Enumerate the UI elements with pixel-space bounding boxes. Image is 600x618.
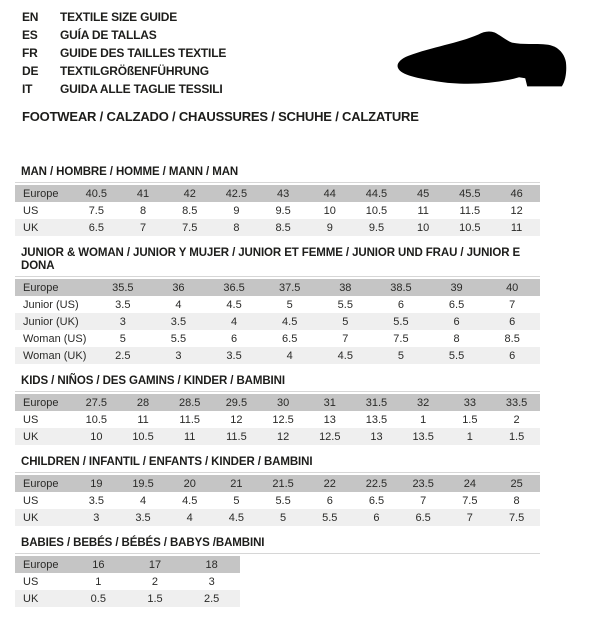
row-label: Junior (UK) xyxy=(23,315,79,328)
size-value: 19.5 xyxy=(132,477,154,490)
size-value: 4.5 xyxy=(182,494,198,507)
table-row xyxy=(15,475,540,492)
size-value: 6.5 xyxy=(415,511,431,524)
size-value: 6.5 xyxy=(282,332,298,345)
size-value: 7.5 xyxy=(393,332,409,345)
size-value: 6 xyxy=(373,511,380,524)
size-table-block xyxy=(15,537,540,607)
table-row xyxy=(15,394,540,411)
size-value: 10.5 xyxy=(132,430,154,443)
size-value: 1.5 xyxy=(462,413,478,426)
size-value: 45.5 xyxy=(459,187,481,200)
size-value: 9 xyxy=(326,221,333,234)
row-label: UK xyxy=(23,592,39,605)
size-value: 7 xyxy=(139,221,147,234)
size-value: 4 xyxy=(186,511,193,524)
size-value: 41 xyxy=(136,187,150,200)
dress-shoe-icon xyxy=(394,30,572,94)
language-row xyxy=(22,44,226,62)
size-value: 40.5 xyxy=(85,187,108,200)
table-title: MAN / HOMBRE / HOMME / MANN / MAN xyxy=(21,166,239,178)
size-value: 7.5 xyxy=(508,511,525,524)
size-value: 11.5 xyxy=(179,413,201,426)
row-label: Junior (US) xyxy=(23,298,79,311)
size-value: 1 xyxy=(466,430,473,443)
size-value: 1 xyxy=(420,413,427,426)
row-label: Europe xyxy=(23,558,59,571)
size-value: 10.5 xyxy=(365,204,388,217)
language-label: TEXTILGRÖßENFÜHRUNG xyxy=(60,64,209,78)
row-label: Woman (UK) xyxy=(23,349,87,362)
table-row xyxy=(15,492,540,509)
size-table-block xyxy=(15,375,540,445)
size-value: 25 xyxy=(510,477,523,490)
size-value: 6 xyxy=(453,315,460,328)
size-value: 10 xyxy=(90,430,103,443)
size-value: 7 xyxy=(509,298,516,311)
table-wrap xyxy=(15,276,540,364)
row-label: Woman (US) xyxy=(23,332,87,345)
size-value: 4 xyxy=(175,298,182,311)
size-tables-section xyxy=(15,166,540,618)
size-value: 6 xyxy=(397,298,404,311)
table-row xyxy=(15,590,240,607)
size-value: 1.5 xyxy=(508,430,525,443)
size-value: 5.5 xyxy=(322,511,338,524)
table-row xyxy=(15,219,540,236)
size-value: 9.5 xyxy=(275,204,291,217)
size-value: 7.5 xyxy=(462,494,478,507)
size-value: 8 xyxy=(513,494,520,507)
size-value: 11.5 xyxy=(459,204,481,217)
size-value: 3.5 xyxy=(170,315,187,328)
size-value: 3.5 xyxy=(88,494,104,507)
size-value: 13 xyxy=(370,430,383,443)
size-value: 40 xyxy=(506,281,519,294)
size-value: 7.5 xyxy=(182,221,198,234)
size-value: 28 xyxy=(136,396,150,409)
size-value: 5 xyxy=(280,511,287,524)
size-table xyxy=(15,556,240,607)
size-value: 8 xyxy=(139,204,147,217)
language-code: FR xyxy=(22,46,38,60)
size-value: 3.5 xyxy=(226,349,242,362)
size-value: 13 xyxy=(323,413,336,426)
category-heading: FOOTWEAR / CALZADO / CHAUSSURES / SCHUHE / CALZATURE xyxy=(22,109,419,124)
size-value: 5.5 xyxy=(448,349,465,362)
size-value: 35.5 xyxy=(112,281,134,294)
table-title: KIDS / NIÑOS / DES GAMINS / KINDER / BAMBINI xyxy=(21,375,285,387)
row-label: UK xyxy=(23,511,39,524)
size-value: 12 xyxy=(276,430,290,443)
language-row xyxy=(22,62,226,80)
size-table xyxy=(15,475,540,526)
size-value: 33.5 xyxy=(505,396,528,409)
size-value: 2 xyxy=(513,413,520,426)
size-value: 7 xyxy=(420,494,427,507)
table-title: BABIES / BEBÉS / BÉBÉS / BABYS /BAMBINI xyxy=(21,537,265,549)
table-row xyxy=(15,313,540,330)
row-label: Europe xyxy=(23,396,59,409)
size-value: 6 xyxy=(231,332,238,345)
language-code: EN xyxy=(22,10,39,24)
table-row xyxy=(15,279,540,296)
size-value: 23.5 xyxy=(412,477,434,490)
size-value: 6.5 xyxy=(368,494,385,507)
size-value: 5.5 xyxy=(337,298,353,311)
size-value: 27.5 xyxy=(85,396,108,409)
size-value: 6.5 xyxy=(448,298,465,311)
size-value: 4.5 xyxy=(228,511,245,524)
size-value: 28.5 xyxy=(179,396,201,409)
size-value: 5 xyxy=(342,315,349,328)
table-row xyxy=(15,509,540,526)
size-value: 21.5 xyxy=(272,477,294,490)
language-label: TEXTILE SIZE GUIDE xyxy=(60,10,178,24)
size-value: 22.5 xyxy=(365,477,388,490)
size-value: 5.5 xyxy=(170,332,187,345)
size-value: 3.5 xyxy=(115,298,131,311)
table-row xyxy=(15,428,540,445)
size-value: 20 xyxy=(183,477,196,490)
language-label: GUIDE DES TAILLES TEXTILE xyxy=(60,46,227,60)
size-value: 10 xyxy=(323,204,336,217)
size-value: 38.5 xyxy=(390,281,412,294)
table-row xyxy=(15,296,540,313)
row-label: UK xyxy=(23,430,39,443)
size-value: 3.5 xyxy=(135,511,151,524)
size-value: 2.5 xyxy=(204,592,220,605)
size-value: 9.5 xyxy=(368,221,385,234)
size-table-block xyxy=(15,166,540,236)
size-value: 1.5 xyxy=(147,592,163,605)
size-value: 4.5 xyxy=(226,298,242,311)
row-label: Europe xyxy=(23,281,59,294)
row-label: US xyxy=(23,575,39,588)
size-value: 2.5 xyxy=(115,349,131,362)
size-value: 4 xyxy=(231,315,238,328)
size-value: 37.5 xyxy=(278,281,301,294)
size-value: 3 xyxy=(208,575,215,588)
language-row xyxy=(22,26,226,44)
table-wrap xyxy=(15,391,540,445)
size-value: 39 xyxy=(450,281,463,294)
row-label: Europe xyxy=(23,477,59,490)
size-value: 11 xyxy=(510,221,523,234)
size-value: 0.5 xyxy=(90,592,106,605)
size-value: 11 xyxy=(137,413,149,426)
size-table xyxy=(15,394,540,445)
size-value: 7 xyxy=(466,511,473,524)
size-value: 11.5 xyxy=(226,430,247,443)
size-value: 4 xyxy=(286,349,293,362)
size-value: 19 xyxy=(90,477,103,490)
size-value: 6 xyxy=(509,349,516,362)
size-value: 21 xyxy=(230,477,243,490)
size-value: 10.5 xyxy=(85,413,108,426)
size-value: 45 xyxy=(417,187,430,200)
table-row xyxy=(15,185,540,202)
row-label: Europe xyxy=(23,187,59,200)
size-value: 3 xyxy=(93,511,100,524)
size-value: 8.5 xyxy=(182,204,198,217)
size-value: 4.5 xyxy=(282,315,298,328)
row-label: US xyxy=(23,413,39,426)
size-value: 10 xyxy=(417,221,430,234)
size-value: 5 xyxy=(397,349,404,362)
language-label: GUÍA DE TALLAS xyxy=(60,28,157,42)
table-row xyxy=(15,411,540,428)
row-label: UK xyxy=(23,221,39,234)
size-value: 22 xyxy=(323,477,336,490)
size-value: 13.5 xyxy=(365,413,388,426)
size-value: 18 xyxy=(205,558,218,571)
size-table-block xyxy=(15,456,540,526)
table-wrap xyxy=(15,553,540,607)
table-wrap xyxy=(15,472,540,526)
size-value: 9 xyxy=(233,204,240,217)
size-table xyxy=(15,185,540,236)
size-value: 8 xyxy=(233,221,240,234)
language-code: DE xyxy=(22,64,39,78)
language-label: GUIDA ALLE TAGLIE TESSILI xyxy=(60,82,223,96)
size-value: 3 xyxy=(119,315,126,328)
size-value: 12.5 xyxy=(272,413,294,426)
table-row xyxy=(15,330,540,347)
size-value: 33 xyxy=(463,396,476,409)
size-value: 30 xyxy=(276,396,290,409)
language-row xyxy=(22,80,226,98)
table-row xyxy=(15,202,540,219)
size-value: 6 xyxy=(509,315,516,328)
size-value: 13.5 xyxy=(412,430,434,443)
size-value: 4 xyxy=(139,494,147,507)
size-value: 8 xyxy=(453,332,460,345)
size-value: 11 xyxy=(184,430,196,443)
size-value: 42.5 xyxy=(225,187,248,200)
table-title: CHILDREN / INFANTIL / ENFANTS / KINDER / BAMBINI xyxy=(21,456,313,468)
size-value: 6.5 xyxy=(88,221,104,234)
size-value: 8.5 xyxy=(504,332,520,345)
size-value: 6 xyxy=(326,494,333,507)
size-value: 5.5 xyxy=(275,494,291,507)
size-value: 46 xyxy=(510,187,523,200)
language-row xyxy=(22,8,226,26)
size-value: 29.5 xyxy=(225,396,248,409)
table-row xyxy=(15,573,240,590)
size-value: 5 xyxy=(286,298,293,311)
size-value: 32 xyxy=(417,396,430,409)
language-code: ES xyxy=(22,28,38,42)
table-row xyxy=(15,347,540,364)
size-value: 42 xyxy=(183,187,196,200)
size-value: 7 xyxy=(342,332,349,345)
size-value: 38 xyxy=(339,281,352,294)
size-table-block xyxy=(15,247,540,364)
size-value: 43 xyxy=(276,187,290,200)
table-wrap xyxy=(15,182,540,236)
size-value: 3 xyxy=(175,349,182,362)
size-value: 4.5 xyxy=(337,349,353,362)
size-value: 31 xyxy=(323,396,336,409)
size-value: 1 xyxy=(95,575,102,588)
size-value: 10.5 xyxy=(459,221,481,234)
size-value: 16 xyxy=(92,558,105,571)
size-value: 12.5 xyxy=(319,430,341,443)
row-label: US xyxy=(23,494,39,507)
size-value: 44.5 xyxy=(365,187,388,200)
size-value: 44 xyxy=(323,187,336,200)
language-title-block xyxy=(22,8,226,98)
size-value: 12 xyxy=(510,204,523,217)
table-title: JUNIOR & WOMAN / JUNIOR Y MUJER / JUNIOR ET FEMME / JUNIOR UND FRAU / JUNIOR E DONA xyxy=(21,247,521,272)
row-label: US xyxy=(23,204,39,217)
size-value: 12 xyxy=(230,413,243,426)
size-value: 11 xyxy=(417,204,429,217)
size-value: 7.5 xyxy=(88,204,104,217)
table-row xyxy=(15,556,240,573)
size-value: 5 xyxy=(233,494,240,507)
size-value: 36.5 xyxy=(223,281,245,294)
size-value: 36 xyxy=(172,281,185,294)
size-value: 5.5 xyxy=(393,315,409,328)
size-value: 31.5 xyxy=(365,396,388,409)
size-value: 5 xyxy=(119,332,126,345)
size-value: 17 xyxy=(148,558,162,571)
size-value: 8.5 xyxy=(275,221,291,234)
size-value: 2 xyxy=(151,575,159,588)
size-value: 24 xyxy=(463,477,476,490)
language-code: IT xyxy=(22,82,33,96)
size-table xyxy=(15,279,540,364)
